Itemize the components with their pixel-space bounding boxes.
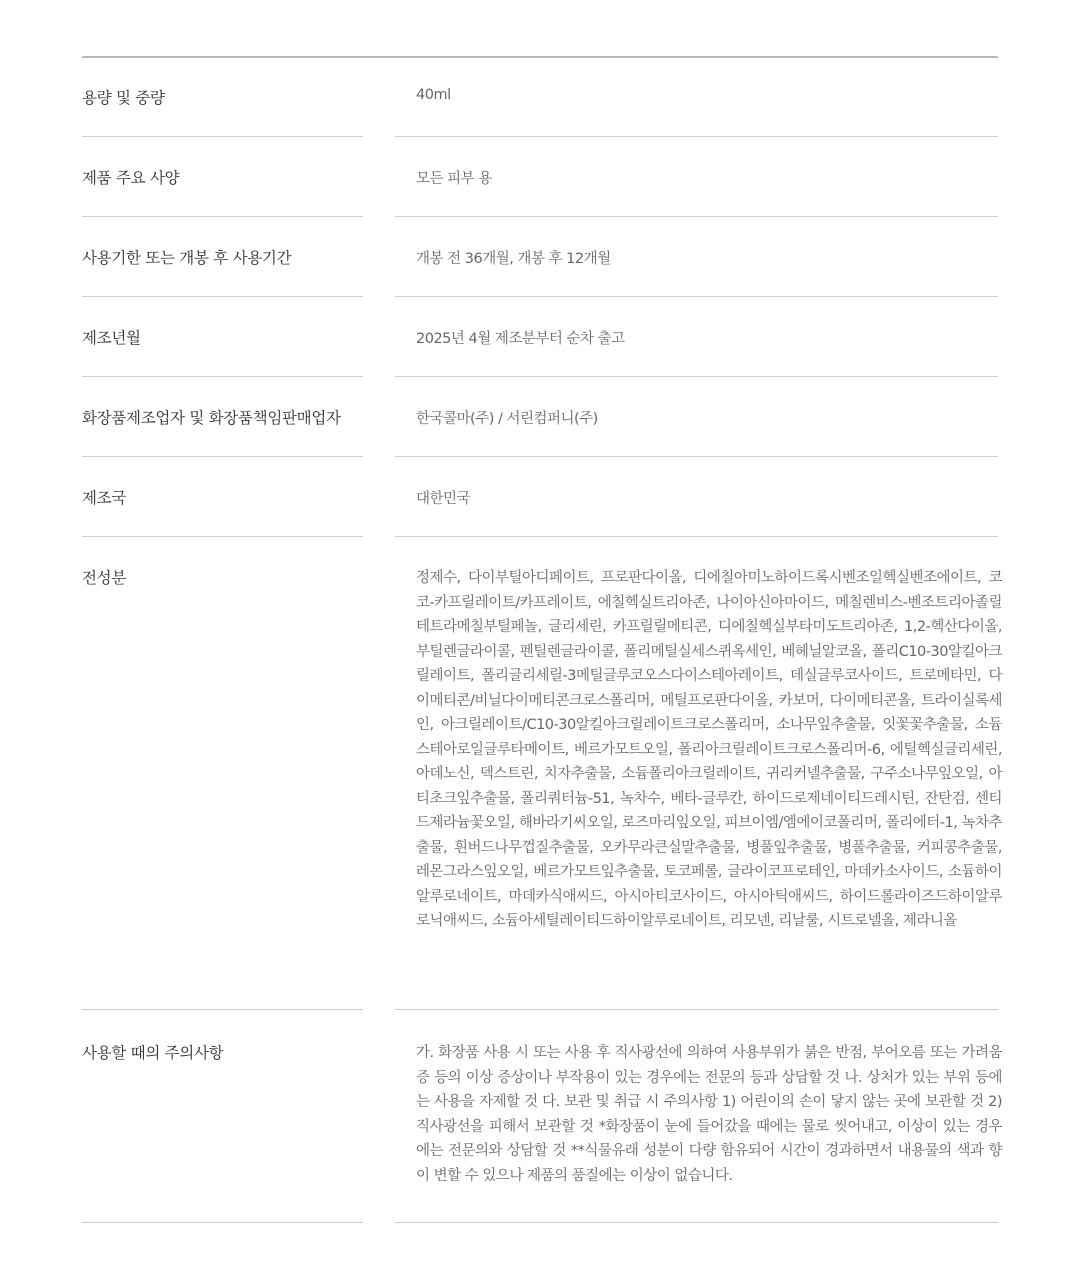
row-value: 2025년 4월 제조분부터 순차 출고	[416, 331, 625, 347]
row-label: 용량 및 중량	[82, 89, 165, 107]
row-label: 화장품제조업자 및 화장품책임판매업자	[82, 409, 341, 427]
row-value: 40ml	[416, 87, 451, 103]
row-label: 사용기한 또는 개봉 후 사용기간	[82, 249, 292, 267]
row-divider-left	[82, 456, 363, 457]
row-label: 전성분	[82, 569, 127, 587]
row-divider-right	[395, 216, 998, 217]
row-label: 제조년월	[82, 329, 141, 347]
row-divider-left	[82, 136, 363, 137]
table-top-border	[82, 56, 998, 58]
row-divider-left	[82, 536, 363, 537]
row-divider-left	[82, 1009, 363, 1010]
row-value: 한국콜마(주) / 서린컴퍼니(주)	[416, 411, 598, 427]
row-divider-right	[395, 536, 998, 537]
row-divider-right	[395, 456, 998, 457]
row-value: 개봉 전 36개월, 개봉 후 12개월	[416, 251, 611, 267]
row-divider-right	[395, 136, 998, 137]
row-label: 제조국	[82, 489, 127, 507]
precautions-text: 가. 화장품 사용 시 또는 사용 후 직사광선에 의하여 사용부위가 붉은 반점, 부어오름 또는 가려움증 등의 이상 증상이나 부작용이 있는 경우에는 전문의 등과 상담할 것 나. 상처가 있는 부위 등에는 사용을 자제할 것 다. 보관 및 취급 시 주의사항 1) 어린이의 손이 닿지 않는 곳에 보관할 것 2) 직사광선을 피해서 보관할 것 *화장품이 눈에 들어갔을 때에는 물로 씻어내고, 이상이 있는 경우에는 전문의와 상담할 것 **식물유래 성분이 다량 함유되어 시간이 경과하면서 내용물의 색과 향이 변할 수 있으나 제품의 품질에는 이상이 없습니다.	[416, 1045, 1002, 1184]
row-divider-left	[82, 1222, 363, 1223]
row-divider-right	[395, 1009, 998, 1010]
row-value: 모든 피부 용	[416, 171, 492, 187]
ingredients-text: 정제수, 다이부틸아디페이트, 프로판다이올, 디에칠아미노하이드록시벤조일헥실벤조에이트, 코코-카프릴레이트/카프레이트, 에칠헥실트리아존, 나이아신아마이드, 메칠렌비스-벤조트리아졸릴테트라메칠부틸페놀, 글리세린, 카프릴릴메티콘, 디에칠헥실부타미도트리아존, 1,2-헥산다이올, 부틸렌글라이콜, 펜틸렌글라이콜, 폴리메틸실세스퀴옥세인, 베헤닐알코올, 폴리C10-30알킬아크릴레이트, 폴리글리세릴-3메틸글루코오스다이스테아레이트, 데실글루코사이드, 트로메타민, 다이메티콘/비닐다이메티콘크로스폴리머, 메틸프로판다이올, 카보머, 다이메티콘올, 트라이실록세인, 아크릴레이트/C10-30알킬아크릴레이트크로스폴리머, 소나무잎추출물, 잇꽃꽃추출물, 소듐스테아로일글루타메이트, 베르가모트오일, 폴리아크릴레이트크로스폴리머-6, 에틸헥실글리세린, 아데노신, 덱스트린, 치자추출물, 소듐폴리아크릴레이트, 귀리커넬추출물, 구주소나무잎오일, 아티초크잎추출물, 폴리쿼터늄-51, 녹차수, 베타-글루칸, 하이드로제네이티드레시틴, 잔탄검, 센티드제라늄꽃오일, 해바라기씨오일, 로즈마리잎오일, 피브이엠/엠에이코폴리머, 폴리에터-1, 녹차추출물, 흰버드나무껍질추출물, 오카무라큰실말추출물, 병풀잎추출물, 병풀추출물, 커피콩추출물, 레몬그라스잎오일, 베르가모트잎추출물, 토코페롤, 글라이코프로테인, 마데카소사이드, 소듐하이알루로네이트, 마데카식애씨드, 아시아티코사이드, 아시아틱애씨드, 하이드롤라이즈드하이알루로닉애씨드, 소듐아세틸레이티드하이알루로네이트, 리모넨, 리날룰, 시트로넬올, 제라니올	[416, 570, 1002, 929]
row-label: 제품 주요 사양	[82, 169, 180, 187]
row-value: 대한민국	[416, 491, 471, 507]
row-label: 사용할 때의 주의사항	[82, 1044, 224, 1062]
row-divider-left	[82, 296, 363, 297]
row-divider-right	[395, 1222, 998, 1223]
row-divider-left	[82, 216, 363, 217]
row-divider-left	[82, 376, 363, 377]
row-divider-right	[395, 296, 998, 297]
row-divider-right	[395, 376, 998, 377]
